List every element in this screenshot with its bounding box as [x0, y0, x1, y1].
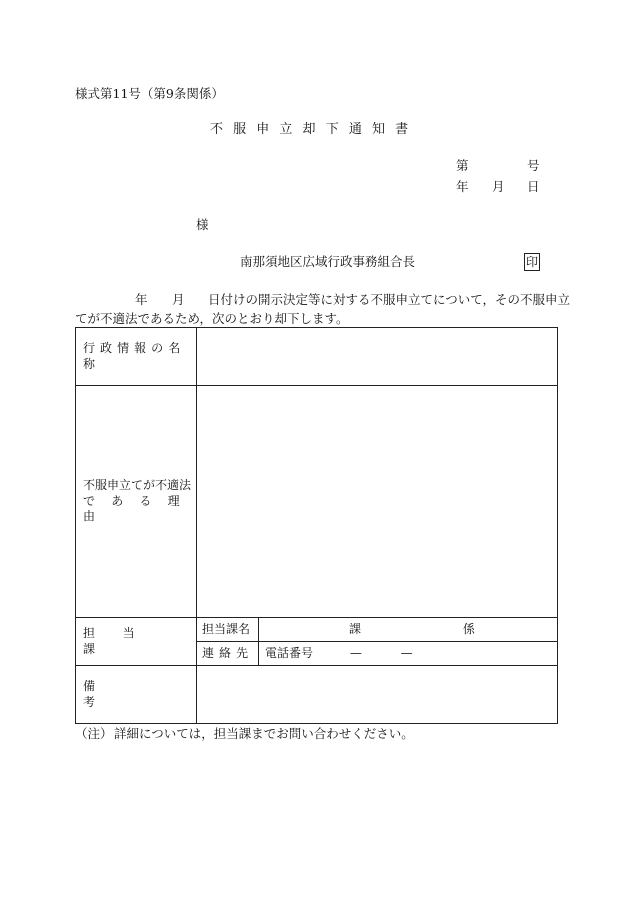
note-prefix: （注）	[75, 726, 113, 741]
body-year: 年	[135, 292, 148, 307]
doc-number-prefix: 第	[456, 158, 469, 173]
contact-label-cell	[197, 642, 259, 666]
body-line2: てが不適法であるため，次のとおり却下します。	[75, 311, 349, 326]
reason-field[interactable]	[197, 386, 558, 618]
date-year: 年	[456, 179, 469, 194]
department-name-label-cell	[197, 618, 259, 642]
row-department-name	[76, 618, 558, 642]
note-text: 詳細については，担当課までお問い合わせください。	[114, 726, 414, 741]
department-label-cell	[76, 618, 197, 666]
form-number: 様式第11号（第9条関係）	[75, 86, 224, 101]
reason-label-line1: 不服申立てが不適法	[83, 478, 192, 493]
remarks-label: 備考	[83, 678, 166, 709]
document-title: 不服申立却下通知書	[210, 122, 419, 137]
reason-label-cell	[76, 386, 197, 618]
department-name-field[interactable]	[259, 618, 558, 642]
remarks-field[interactable]	[197, 666, 558, 724]
department-kakari: 係	[462, 621, 475, 636]
row-reason	[76, 386, 558, 618]
seal-mark: 印	[525, 255, 538, 269]
information-name-label: 行政情報の名称	[83, 340, 186, 371]
department-name-label: 担当課名	[202, 621, 251, 636]
contact-label: 連絡先	[202, 645, 254, 660]
form-table	[75, 327, 558, 724]
phone-label: 電話番号	[265, 645, 314, 660]
doc-number-suffix: 号	[527, 158, 540, 173]
date-day: 日	[527, 179, 540, 194]
phone-dash-1: —	[349, 645, 362, 660]
department-label: 担当課	[83, 625, 163, 656]
contact-field[interactable]	[259, 642, 558, 666]
row-information-name	[76, 328, 558, 386]
phone-dash-2: —	[400, 645, 413, 660]
reason-label-line2: である理由	[83, 493, 196, 524]
remarks-label-cell	[76, 666, 197, 724]
addressee-suffix: 様	[196, 217, 209, 232]
date-month: 月	[492, 179, 505, 194]
sender-name: 南那須地区広域行政事務組合長	[240, 254, 416, 269]
row-remarks	[76, 666, 558, 724]
information-name-label-cell	[76, 328, 197, 386]
body-month: 月	[172, 292, 185, 307]
body-line1: 日付けの開示決定等に対する不服申立てについて，その不服申立	[208, 292, 571, 307]
information-name-field[interactable]	[197, 328, 558, 386]
department-ka: 課	[349, 621, 362, 636]
